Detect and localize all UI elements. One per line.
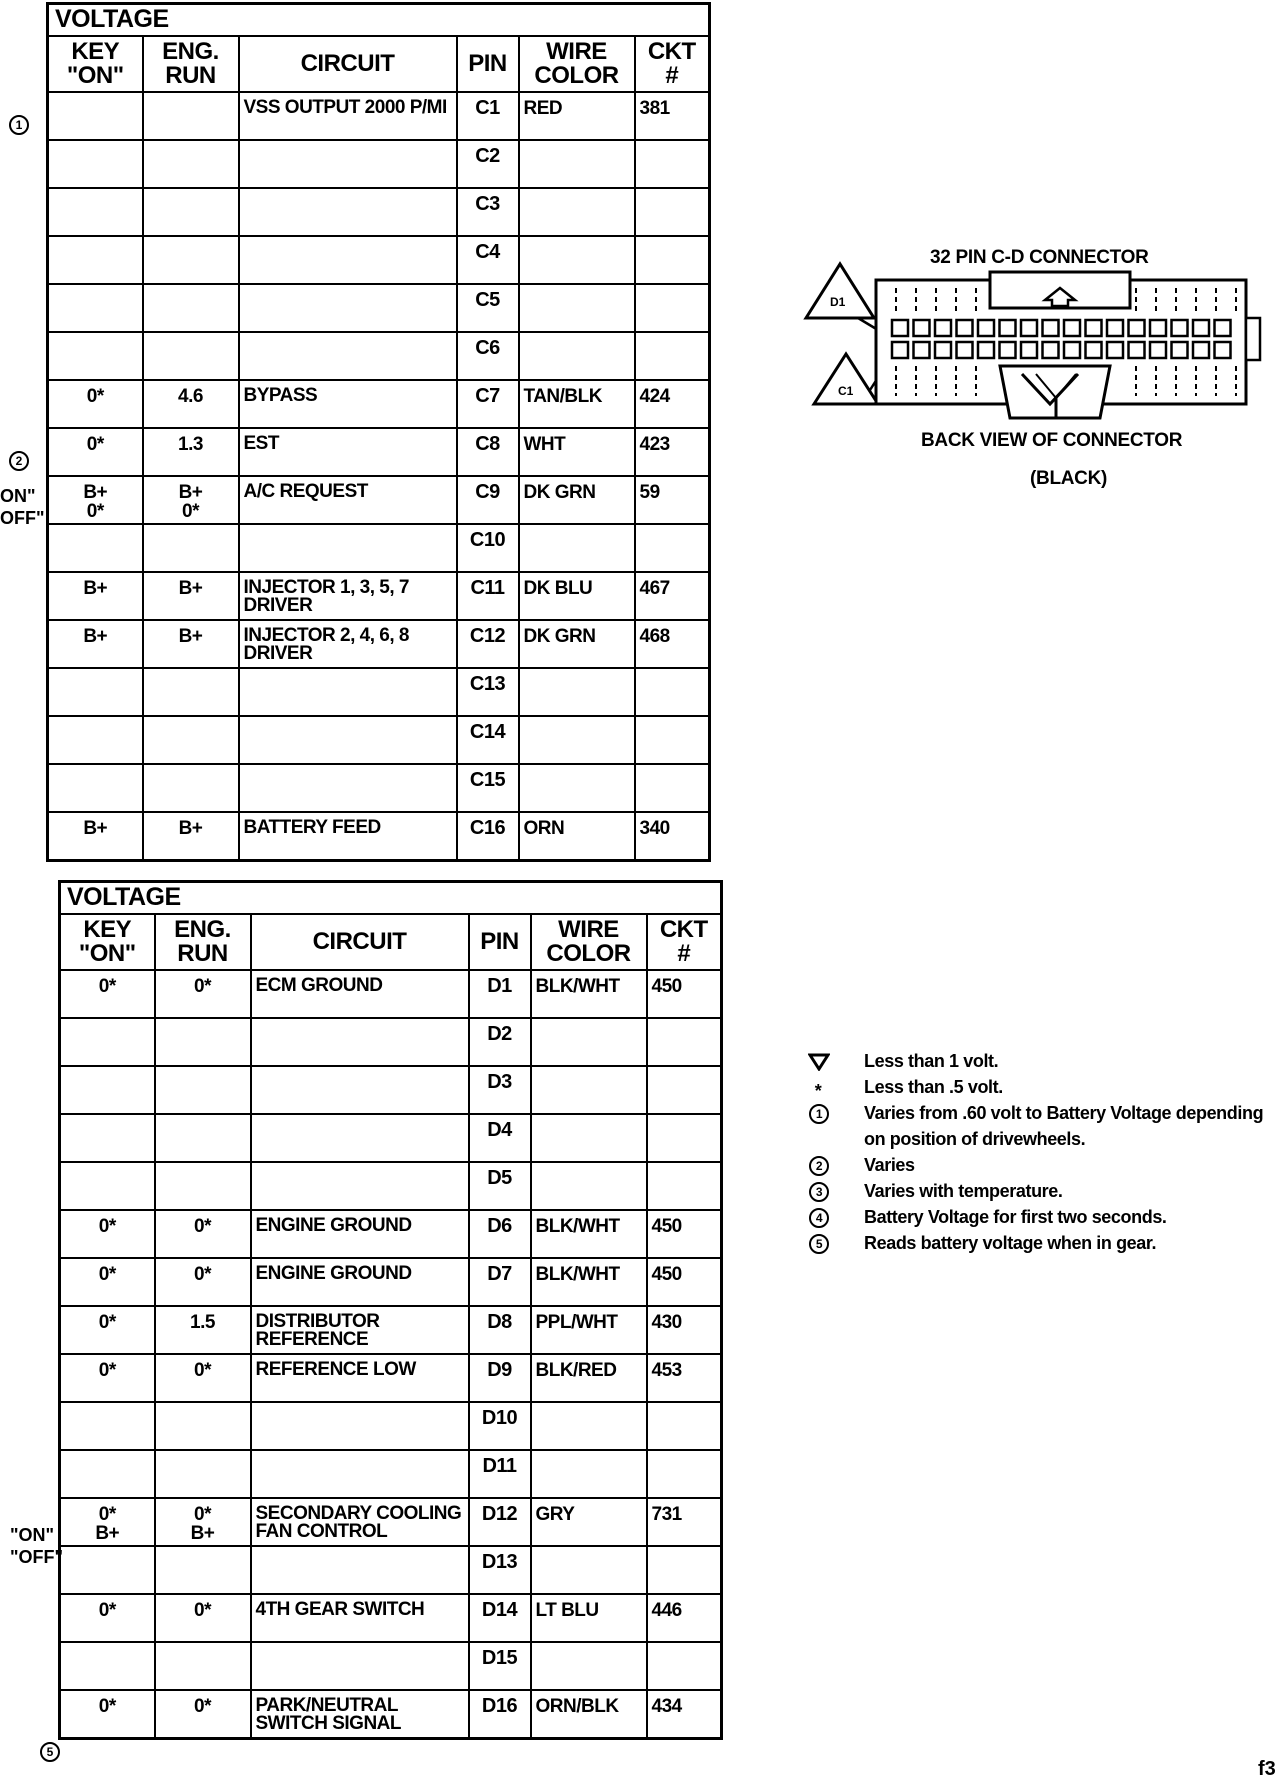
circuit-cell: 4TH GEAR SWITCH bbox=[251, 1594, 469, 1642]
circuit-cell: BYPASS bbox=[239, 380, 457, 428]
table-row bbox=[60, 1114, 722, 1162]
wire-color-cell bbox=[519, 236, 635, 284]
eng-run-cell bbox=[143, 332, 239, 380]
key-on-cell: 0* bbox=[60, 970, 155, 1018]
key-on-cell bbox=[60, 1402, 155, 1450]
eng-run-cell bbox=[155, 1450, 251, 1498]
table-row bbox=[60, 1498, 722, 1546]
eng-run-cell bbox=[155, 1018, 251, 1066]
eng-run-cell: 0* B+ bbox=[155, 1498, 251, 1546]
circuit-cell: ENGINE GROUND bbox=[251, 1258, 469, 1306]
eng-run-cell bbox=[143, 764, 239, 812]
circuit-cell bbox=[251, 1114, 469, 1162]
pin-cell: D2 bbox=[469, 1018, 531, 1066]
legend-text: Varies from .60 volt to Battery Voltage depending on position of drivewheels. bbox=[864, 1103, 1264, 1149]
eng-run-cell bbox=[143, 92, 239, 140]
key-on-cell: B+ bbox=[48, 620, 143, 668]
wire-color-cell bbox=[531, 1450, 647, 1498]
pin-cell: C4 bbox=[457, 236, 519, 284]
on-off-label-on: ON" bbox=[0, 486, 36, 506]
table-row bbox=[60, 1546, 722, 1594]
pin-cell: C8 bbox=[457, 428, 519, 476]
pin-cell: C1 bbox=[457, 92, 519, 140]
ckt-cell: 450 bbox=[647, 1258, 722, 1306]
col-ckt: CKT # bbox=[647, 914, 722, 970]
table-row bbox=[48, 668, 710, 716]
key-on-cell: 0* bbox=[48, 380, 143, 428]
connector-title: 32 PIN C-D CONNECTOR bbox=[930, 247, 1149, 268]
table-row bbox=[48, 236, 710, 284]
circuit-cell bbox=[251, 1018, 469, 1066]
key-on-cell: 0* bbox=[60, 1258, 155, 1306]
key-on-cell: B+ bbox=[48, 812, 143, 860]
eng-run-cell: 1.3 bbox=[143, 428, 239, 476]
pin-cell: C7 bbox=[457, 380, 519, 428]
circuit-cell bbox=[251, 1066, 469, 1114]
table-row bbox=[48, 284, 710, 332]
legend-item bbox=[808, 1230, 1268, 1256]
eng-run-cell: 0* bbox=[155, 1354, 251, 1402]
ckt-cell bbox=[647, 1018, 722, 1066]
table-row bbox=[48, 188, 710, 236]
note-2-marker: 2 bbox=[9, 451, 29, 471]
pin-cell: D13 bbox=[469, 1546, 531, 1594]
ckt-cell bbox=[647, 1162, 722, 1210]
ckt-cell bbox=[647, 1066, 722, 1114]
wire-color-cell bbox=[519, 284, 635, 332]
wire-color-cell: ORN/BLK bbox=[531, 1690, 647, 1738]
ckt-cell bbox=[635, 764, 710, 812]
key-on-cell bbox=[48, 332, 143, 380]
pin-cell: D5 bbox=[469, 1162, 531, 1210]
eng-run-cell bbox=[143, 188, 239, 236]
key-on-cell bbox=[48, 92, 143, 140]
wire-color-cell: ORN bbox=[519, 812, 635, 860]
note-number-marker: 2 bbox=[809, 1156, 829, 1176]
eng-run-cell: 0* bbox=[155, 1210, 251, 1258]
note-number-marker: 3 bbox=[809, 1182, 829, 1202]
table-row bbox=[48, 476, 710, 524]
circuit-cell: A/C REQUEST bbox=[239, 476, 457, 524]
key-on-cell: B+ 0* bbox=[48, 476, 143, 524]
pin-cell: C14 bbox=[457, 716, 519, 764]
circuit-cell bbox=[239, 332, 457, 380]
wire-color-cell: BLK/WHT bbox=[531, 1210, 647, 1258]
col-pin: PIN bbox=[469, 914, 531, 970]
wire-color-cell bbox=[531, 1162, 647, 1210]
circuit-cell: ENGINE GROUND bbox=[251, 1210, 469, 1258]
ckt-cell bbox=[635, 668, 710, 716]
table-row bbox=[48, 140, 710, 188]
wire-color-cell bbox=[519, 716, 635, 764]
wire-color-cell: DK GRN bbox=[519, 476, 635, 524]
circuit-cell: ECM GROUND bbox=[251, 970, 469, 1018]
pin-cell: C9 bbox=[457, 476, 519, 524]
key-on-cell bbox=[60, 1162, 155, 1210]
col-circuit: CIRCUIT bbox=[239, 36, 457, 92]
pin-cell: D9 bbox=[469, 1354, 531, 1402]
circuit-cell: BATTERY FEED bbox=[239, 812, 457, 860]
wire-color-cell bbox=[519, 332, 635, 380]
note-number-marker: 5 bbox=[809, 1234, 829, 1254]
pin-cell: D16 bbox=[469, 1690, 531, 1738]
table-row bbox=[60, 1306, 722, 1354]
eng-run-cell bbox=[143, 524, 239, 572]
eng-run-cell: 0* bbox=[155, 1594, 251, 1642]
key-on-cell: 0* bbox=[60, 1306, 155, 1354]
key-on-cell bbox=[48, 188, 143, 236]
key-on-cell bbox=[48, 236, 143, 284]
key-on-cell bbox=[48, 764, 143, 812]
eng-run-cell bbox=[155, 1114, 251, 1162]
pin-cell: D1 bbox=[469, 970, 531, 1018]
wire-color-cell bbox=[531, 1114, 647, 1162]
pin-cell: C13 bbox=[457, 668, 519, 716]
circuit-cell: EST bbox=[239, 428, 457, 476]
wire-color-cell: DK GRN bbox=[519, 620, 635, 668]
circuit-cell: PARK/NEUTRAL SWITCH SIGNAL bbox=[251, 1690, 469, 1738]
connector-color: (BLACK) bbox=[1030, 468, 1108, 489]
wire-color-cell: BLK/RED bbox=[531, 1354, 647, 1402]
ckt-cell: 424 bbox=[635, 380, 710, 428]
legend-item bbox=[808, 1204, 1268, 1230]
table-row bbox=[48, 524, 710, 572]
key-on-cell bbox=[60, 1642, 155, 1690]
key-on-cell bbox=[48, 524, 143, 572]
ckt-cell: 453 bbox=[647, 1354, 722, 1402]
ckt-cell: 430 bbox=[647, 1306, 722, 1354]
ckt-cell: 59 bbox=[635, 476, 710, 524]
key-on-cell bbox=[60, 1018, 155, 1066]
eng-run-cell bbox=[143, 140, 239, 188]
pin-cell: C12 bbox=[457, 620, 519, 668]
wire-color-cell: WHT bbox=[519, 428, 635, 476]
legend-text: Reads battery voltage when in gear. bbox=[864, 1233, 1157, 1253]
circuit-cell bbox=[239, 140, 457, 188]
pin-cell: C10 bbox=[457, 524, 519, 572]
pin-cell: C15 bbox=[457, 764, 519, 812]
wire-color-cell bbox=[519, 668, 635, 716]
pin-cell: D8 bbox=[469, 1306, 531, 1354]
ckt-cell bbox=[647, 1642, 722, 1690]
wire-color-cell bbox=[531, 1018, 647, 1066]
ckt-cell bbox=[647, 1402, 722, 1450]
wire-color-cell: DK BLU bbox=[519, 572, 635, 620]
legend-item bbox=[808, 1178, 1268, 1204]
on-off-label-on: "ON" bbox=[10, 1525, 55, 1545]
ckt-cell bbox=[635, 332, 710, 380]
eng-run-cell bbox=[155, 1402, 251, 1450]
ckt-cell: 468 bbox=[635, 620, 710, 668]
table-row bbox=[60, 1018, 722, 1066]
circuit-cell: VSS OUTPUT 2000 P/MI bbox=[239, 92, 457, 140]
circuit-cell bbox=[239, 764, 457, 812]
wire-color-cell: GRY bbox=[531, 1498, 647, 1546]
wire-color-cell bbox=[531, 1402, 647, 1450]
note-number-marker: 4 bbox=[809, 1208, 829, 1228]
legend-item bbox=[808, 1152, 1268, 1178]
eng-run-cell: B+ bbox=[143, 572, 239, 620]
circuit-cell bbox=[239, 284, 457, 332]
wire-color-cell bbox=[519, 140, 635, 188]
ckt-cell bbox=[647, 1546, 722, 1594]
col-pin: PIN bbox=[457, 36, 519, 92]
key-on-cell bbox=[48, 668, 143, 716]
eng-run-cell bbox=[143, 668, 239, 716]
legend-text: Less than .5 volt. bbox=[864, 1077, 1003, 1097]
note-1-marker: 1 bbox=[9, 115, 29, 135]
eng-run-cell: 0* bbox=[155, 1690, 251, 1738]
eng-run-cell: 0* bbox=[155, 970, 251, 1018]
voltage-label: VOLTAGE bbox=[60, 882, 722, 915]
pin-cell: C5 bbox=[457, 284, 519, 332]
pin-cell: D3 bbox=[469, 1066, 531, 1114]
legend-text: Less than 1 volt. bbox=[864, 1051, 999, 1071]
circuit-cell bbox=[239, 716, 457, 764]
col-ckt: CKT # bbox=[635, 36, 710, 92]
key-on-cell: 0* bbox=[60, 1690, 155, 1738]
table-row bbox=[48, 332, 710, 380]
legend-text: Battery Voltage for first two seconds. bbox=[864, 1207, 1167, 1227]
table-row bbox=[60, 970, 722, 1018]
circuit-cell bbox=[251, 1642, 469, 1690]
circuit-cell: INJECTOR 1, 3, 5, 7 DRIVER bbox=[239, 572, 457, 620]
on-off-label-off: "OFF" bbox=[10, 1547, 64, 1567]
pin-cell: D7 bbox=[469, 1258, 531, 1306]
wire-color-cell bbox=[519, 764, 635, 812]
legend bbox=[808, 1048, 1268, 1256]
wire-color-cell bbox=[531, 1066, 647, 1114]
circuit-cell bbox=[239, 188, 457, 236]
key-on-cell: 0* bbox=[48, 428, 143, 476]
key-on-cell: 0* B+ bbox=[60, 1498, 155, 1546]
ckt-cell: 450 bbox=[647, 1210, 722, 1258]
circuit-cell bbox=[251, 1450, 469, 1498]
key-on-cell bbox=[48, 284, 143, 332]
key-on-cell bbox=[60, 1546, 155, 1594]
pin-cell: D12 bbox=[469, 1498, 531, 1546]
note-5-marker: 5 bbox=[40, 1742, 60, 1762]
col-eng-run: ENG. RUN bbox=[143, 36, 239, 92]
connector-diagram bbox=[800, 258, 1280, 438]
voltage-label: VOLTAGE bbox=[48, 4, 710, 37]
table-row bbox=[48, 380, 710, 428]
connector-caption: BACK VIEW OF CONNECTOR bbox=[921, 430, 1183, 451]
legend-item bbox=[808, 1074, 1268, 1100]
ckt-cell bbox=[635, 140, 710, 188]
legend-item bbox=[808, 1100, 1268, 1152]
table-row bbox=[48, 764, 710, 812]
eng-run-cell: B+ bbox=[143, 812, 239, 860]
connector-c-table bbox=[46, 2, 711, 862]
ckt-cell bbox=[635, 236, 710, 284]
circuit-cell: DISTRIBUTOR REFERENCE bbox=[251, 1306, 469, 1354]
key-on-cell: 0* bbox=[60, 1210, 155, 1258]
col-wire-color: WIRE COLOR bbox=[519, 36, 635, 92]
table-row bbox=[60, 1066, 722, 1114]
table-row bbox=[48, 812, 710, 860]
key-on-cell bbox=[60, 1066, 155, 1114]
table-row bbox=[48, 428, 710, 476]
ckt-cell bbox=[647, 1114, 722, 1162]
col-key-on: KEY "ON" bbox=[60, 914, 155, 970]
ckt-cell: 423 bbox=[635, 428, 710, 476]
pin-cell: D14 bbox=[469, 1594, 531, 1642]
col-eng-run: ENG. RUN bbox=[155, 914, 251, 970]
ckt-cell bbox=[635, 284, 710, 332]
ckt-cell: 731 bbox=[647, 1498, 722, 1546]
key-on-cell bbox=[48, 716, 143, 764]
c1-label: C1 bbox=[838, 384, 854, 398]
circuit-cell: SECONDARY COOLING FAN CONTROL bbox=[251, 1498, 469, 1546]
eng-run-cell bbox=[155, 1066, 251, 1114]
ckt-cell: 340 bbox=[635, 812, 710, 860]
ckt-cell: 381 bbox=[635, 92, 710, 140]
wire-color-cell bbox=[531, 1642, 647, 1690]
pin-cell: D4 bbox=[469, 1114, 531, 1162]
wire-color-cell bbox=[519, 524, 635, 572]
table-row bbox=[60, 1402, 722, 1450]
table-row bbox=[60, 1258, 722, 1306]
note-number-marker: 1 bbox=[809, 1104, 829, 1124]
pin-cell: C3 bbox=[457, 188, 519, 236]
circuit-cell bbox=[239, 524, 457, 572]
ckt-cell: 450 bbox=[647, 970, 722, 1018]
eng-run-cell: 0* bbox=[155, 1258, 251, 1306]
table-row bbox=[48, 620, 710, 668]
circuit-cell bbox=[251, 1402, 469, 1450]
legend-item bbox=[808, 1048, 1268, 1074]
table-row bbox=[60, 1594, 722, 1642]
wire-color-cell: LT BLU bbox=[531, 1594, 647, 1642]
key-on-cell: 0* bbox=[60, 1354, 155, 1402]
legend-text: Varies bbox=[864, 1155, 915, 1175]
pin-cell: D10 bbox=[469, 1402, 531, 1450]
col-wire-color: WIRE COLOR bbox=[531, 914, 647, 970]
table-row bbox=[60, 1450, 722, 1498]
table-row bbox=[60, 1690, 722, 1738]
wire-color-cell bbox=[519, 188, 635, 236]
eng-run-cell bbox=[155, 1162, 251, 1210]
col-key-on: KEY "ON" bbox=[48, 36, 143, 92]
wire-color-cell: BLK/WHT bbox=[531, 970, 647, 1018]
corner-fragment: f3 bbox=[1258, 1758, 1276, 1780]
table-row bbox=[48, 716, 710, 764]
ckt-cell bbox=[635, 716, 710, 764]
ckt-cell bbox=[635, 188, 710, 236]
key-on-cell bbox=[48, 140, 143, 188]
pin-cell: C2 bbox=[457, 140, 519, 188]
pin-cell: C11 bbox=[457, 572, 519, 620]
pin-cell: C16 bbox=[457, 812, 519, 860]
pin-cell: C6 bbox=[457, 332, 519, 380]
ckt-cell bbox=[647, 1450, 722, 1498]
circuit-cell: INJECTOR 2, 4, 6, 8 DRIVER bbox=[239, 620, 457, 668]
pin-cell: D11 bbox=[469, 1450, 531, 1498]
circuit-cell bbox=[239, 668, 457, 716]
eng-run-cell: B+ bbox=[143, 620, 239, 668]
ckt-cell: 434 bbox=[647, 1690, 722, 1738]
asterisk-symbol: * bbox=[814, 1081, 822, 1101]
d1-label: D1 bbox=[830, 295, 846, 309]
wire-color-cell: PPL/WHT bbox=[531, 1306, 647, 1354]
ckt-cell: 467 bbox=[635, 572, 710, 620]
eng-run-cell: 1.5 bbox=[155, 1306, 251, 1354]
key-on-cell bbox=[60, 1114, 155, 1162]
triangle-d1-icon bbox=[806, 264, 874, 318]
eng-run-cell bbox=[143, 284, 239, 332]
eng-run-cell bbox=[155, 1642, 251, 1690]
ckt-cell bbox=[635, 524, 710, 572]
table-row bbox=[60, 1642, 722, 1690]
table-row bbox=[60, 1210, 722, 1258]
table-row bbox=[48, 92, 710, 140]
eng-run-cell: 4.6 bbox=[143, 380, 239, 428]
wire-color-cell: RED bbox=[519, 92, 635, 140]
pin-cell: D15 bbox=[469, 1642, 531, 1690]
wire-color-cell bbox=[531, 1546, 647, 1594]
eng-run-cell: B+ 0* bbox=[143, 476, 239, 524]
table-row bbox=[60, 1162, 722, 1210]
wire-color-cell: TAN/BLK bbox=[519, 380, 635, 428]
key-on-cell: B+ bbox=[48, 572, 143, 620]
wire-color-cell: BLK/WHT bbox=[531, 1258, 647, 1306]
key-on-cell bbox=[60, 1450, 155, 1498]
pin-cell: D6 bbox=[469, 1210, 531, 1258]
circuit-cell bbox=[251, 1162, 469, 1210]
eng-run-cell bbox=[143, 716, 239, 764]
ckt-cell: 446 bbox=[647, 1594, 722, 1642]
circuit-cell bbox=[251, 1546, 469, 1594]
table-row bbox=[60, 1354, 722, 1402]
legend-text: Varies with temperature. bbox=[864, 1181, 1063, 1201]
circuit-cell bbox=[239, 236, 457, 284]
eng-run-cell bbox=[155, 1546, 251, 1594]
eng-run-cell bbox=[143, 236, 239, 284]
connector-d-table bbox=[58, 880, 723, 1740]
circuit-cell: REFERENCE LOW bbox=[251, 1354, 469, 1402]
table-row bbox=[48, 572, 710, 620]
on-off-label-off: OFF" bbox=[0, 508, 45, 528]
triangle-down-icon bbox=[808, 1053, 830, 1071]
key-on-cell: 0* bbox=[60, 1594, 155, 1642]
col-circuit: CIRCUIT bbox=[251, 914, 469, 970]
